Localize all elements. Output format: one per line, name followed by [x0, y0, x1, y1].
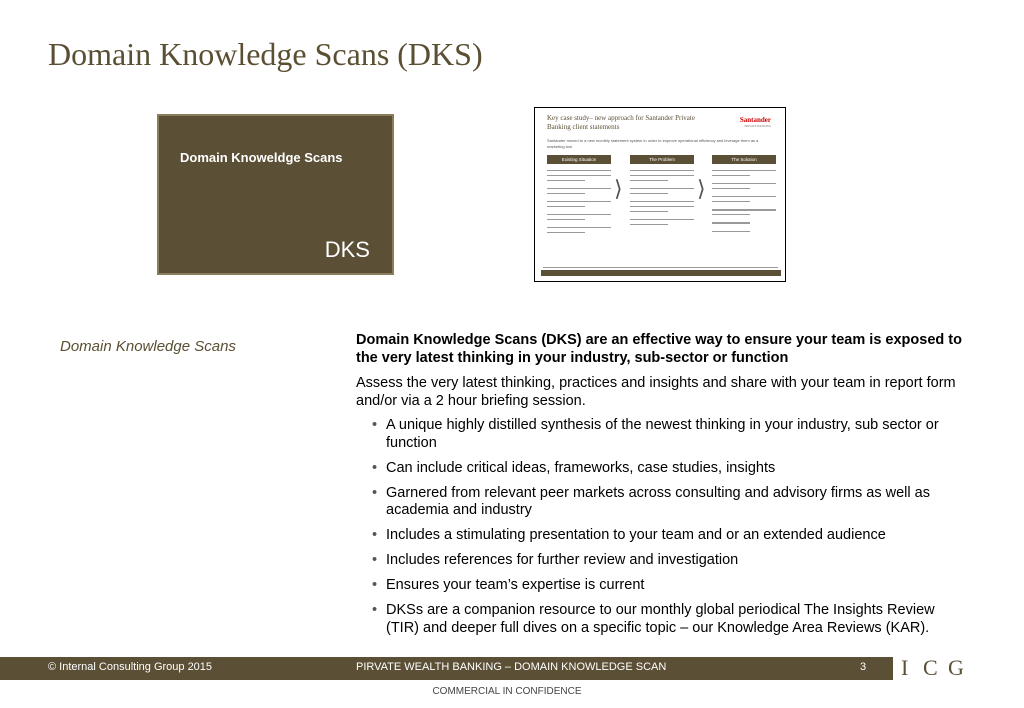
thumbnail-intro: Santander moved to a new monthly statement system in order to improve operational efficiency and leverage them as a marketing tool: [547, 138, 759, 149]
footer-bar: [0, 657, 968, 680]
intro-paragraph: Assess the very latest thinking, practices and insights and share with your team in report form and/or via a 2 hour briefing session.: [356, 375, 956, 409]
list-item: • Garnered from relevant peer markets across consulting and advisory firms as well as academia and industry: [372, 484, 930, 518]
list-item: • Can include critical ideas, frameworks, case studies, insights: [372, 459, 776, 476]
chevron-right-icon: ⟩: [614, 176, 623, 201]
cover-title: Domain Knoweldge Scans: [180, 150, 343, 165]
thumbnail-footer: [541, 270, 781, 276]
thumbnail-source-line: [543, 267, 778, 268]
list-item: • DKSs are a companion resource to our monthly global periodical The Insights Review (TIR) and deeper full dives on a specific topic – our Knowledge Area Reviews (KAR).: [372, 602, 935, 636]
icg-logo: I C G: [893, 656, 968, 680]
thumbnail-column-problem: The Problem: [630, 155, 694, 228]
list-item: • A unique highly distilled synthesis of the newest thinking in your industry, sub sector or function: [372, 417, 939, 451]
thumbnail-column-solution: The Solution: [712, 155, 776, 235]
confidentiality-notice: COMMERCIAL IN CONFIDENCE: [432, 686, 582, 697]
santander-logo: Santander PRIVATE BANKING: [739, 116, 771, 128]
footer-copyright: © Internal Consulting Group 2015: [48, 661, 213, 673]
cover-tag: DKS: [324, 237, 370, 262]
feature-list: [356, 417, 971, 637]
page-title: Domain Knowledge Scans (DKS): [48, 36, 483, 72]
thumbnail-column-existing: Existing Situation: [547, 155, 611, 237]
list-item: • Includes a stimulating presentation to your team and or an extended audience: [372, 527, 886, 543]
body-content: [356, 332, 971, 645]
dks-cover-image: [157, 114, 394, 275]
section-label: Domain Knowledge Scans: [60, 338, 236, 355]
chevron-right-icon: ⟩: [697, 176, 706, 201]
footer-section-title: PIRVATE WEALTH BANKING – DOMAIN KNOWLEDGE SCAN: [356, 661, 667, 673]
thumbnail-title: Key case study– new approach for Santander Private Banking client statements: [547, 114, 695, 131]
list-item: • Ensures your team’s expertise is current: [372, 577, 645, 593]
list-item: • Includes references for further review and investigation: [372, 552, 739, 568]
page-number: 3: [860, 661, 867, 673]
case-study-thumbnail: [534, 107, 786, 282]
lead-statement: Domain Knowledge Scans (DKS) are an effective way to ensure your team is exposed to the very latest thinking in your industry, sub-sector or function: [356, 332, 962, 366]
